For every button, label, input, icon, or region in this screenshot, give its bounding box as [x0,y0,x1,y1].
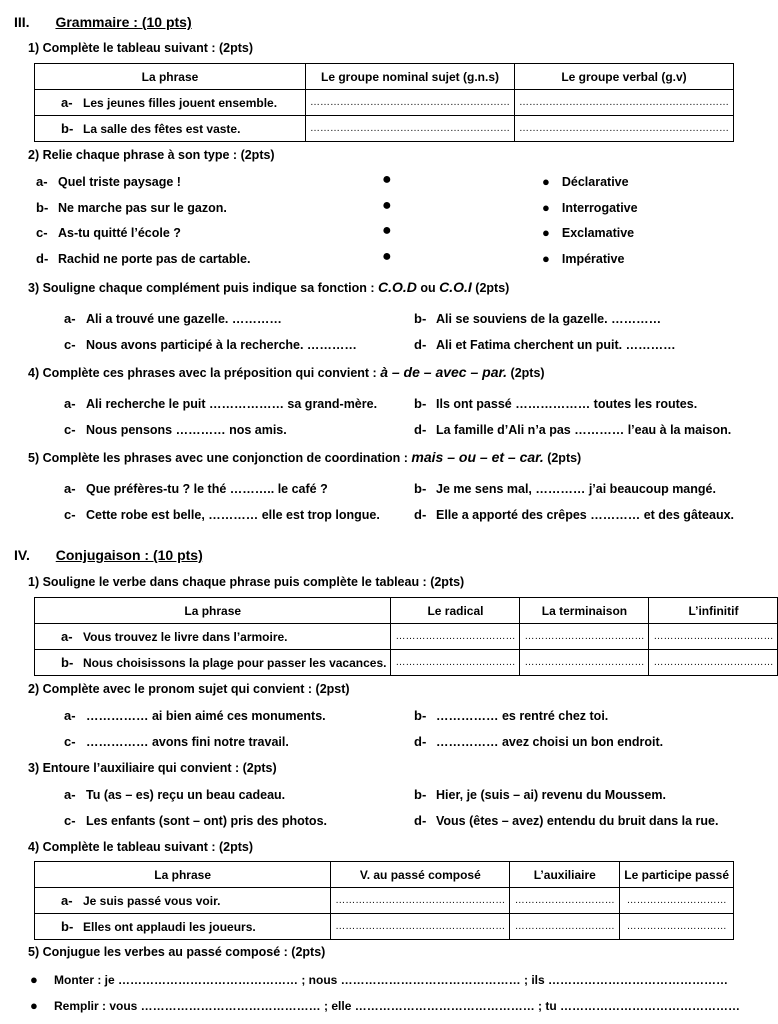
match-type [542,174,629,189]
conjugate-line [30,998,740,1013]
q3-4-title [28,364,545,380]
section-3-title: Grammaire : (10 pts) [55,14,192,30]
item-text: Nous pensons ………… nos amis. [86,423,287,437]
section-3-header [14,14,192,30]
exercise-item [414,507,734,522]
match-item [36,251,250,266]
item-label: d- [414,422,427,437]
q-keyword: C.O.I [439,279,472,295]
row-label: b- [61,655,74,670]
answer-blank[interactable]: ……………………………… [649,650,778,676]
match-dot-right[interactable]: ● [542,225,550,240]
item-label: d- [36,251,49,266]
col-header-auxiliaire: L’auxiliaire [510,862,620,888]
item-label: a- [36,174,48,189]
q-keyword: à – de – avec – par. [380,364,508,380]
col-header-radical: Le radical [391,598,520,624]
item-label: a- [64,396,76,411]
match-dot-right[interactable]: ● [542,200,550,215]
q-title-text: 4) Complète ces phrases avec la préposition qui convient : [28,366,381,380]
section-3-number: III. [14,14,30,30]
exercise-item [64,813,327,828]
item-label: c- [64,813,76,828]
answer-blank[interactable]: ………………………… [620,888,734,914]
exercise-item [414,481,716,496]
row-phrase: La salle des fêtes est vaste. [83,122,241,136]
item-text: La famille d’Ali n’a pas ………… l’eau à la maison. [436,423,732,437]
answer-blank[interactable]: …………………………………………………… [306,90,515,116]
exercise-item [64,396,377,411]
q4-2-title: 2) Complète avec le pronom sujet qui convient : (2pst) [28,682,350,696]
exercise-item [414,396,697,411]
exercise-item [64,337,357,352]
exercise-item [64,507,380,522]
q-title-text: (2pts) [507,366,545,380]
type-label: Impérative [561,252,625,266]
match-dot-left[interactable]: ● [382,171,392,188]
exercise-item [64,481,328,496]
q-title-text: (2pts) [471,281,510,295]
row-phrase: Les jeunes filles jouent ensemble. [83,96,278,110]
conjugation-table-1 [34,597,778,676]
section-4-number: IV. [14,547,30,563]
q3-5-title [28,449,581,465]
row-phrase: Elles ont applaudi les joueurs. [83,920,256,934]
item-text: …………… es rentré chez toi. [436,709,609,723]
type-label: Exclamative [561,226,635,240]
col-header-participe: Le participe passé [620,862,734,888]
col-header-terminaison: La terminaison [520,598,649,624]
answer-blank[interactable]: ……………………………… [520,624,649,650]
exercise-item [64,787,285,802]
section-4-header [14,547,203,563]
match-item [36,174,181,189]
type-label: Interrogative [561,201,638,215]
match-dot-left[interactable]: ● [382,248,392,265]
item-label: b- [414,481,427,496]
answer-blank[interactable]: ………………………… [510,888,620,914]
exercise-item [414,337,676,352]
match-type [542,225,634,240]
exercise-item [64,422,287,437]
row-label: a- [61,893,73,908]
answer-blank[interactable]: ………………………… [620,914,734,940]
answer-blank[interactable]: ……………………………………………………… [515,90,734,116]
item-label: d- [414,337,427,352]
q4-4-title: 4) Complète le tableau suivant : (2pts) [28,840,254,854]
conjugate-text: Monter : je ……………………………………… ; nous ……………………………………… ; ils ……………………………………… [54,973,729,987]
conjugate-text: Remplir : vous ……………………………………… ; elle ……………………………………… ; tu ……………………………………… [54,999,741,1013]
match-dot-right[interactable]: ● [542,251,550,266]
q4-5-title: 5) Conjugue les verbes au passé composé : (2pts) [28,945,326,959]
row-label: a- [61,629,73,644]
answer-blank[interactable]: ……………………………… [391,624,520,650]
table-row [35,90,734,116]
item-label: c- [64,337,76,352]
item-text: Ali et Fatima cherchent un puit. ………… [436,338,676,352]
item-text: Nous avons participé à la recherche. ………… [86,338,357,352]
exercise-item [414,787,666,802]
item-label: b- [414,396,427,411]
item-label: b- [414,708,427,723]
item-text: Ali a trouvé une gazelle. ………… [86,312,282,326]
item-text: Elle a apporté des crêpes ………… et des gâteaux. [436,508,735,522]
item-text: …………… avons fini notre travail. [86,735,289,749]
item-label: b- [36,200,49,215]
item-label: a- [64,708,76,723]
match-dot-left[interactable]: ● [382,222,392,239]
item-label: c- [64,734,76,749]
answer-blank[interactable]: ………………………… [510,914,620,940]
answer-blank[interactable]: …………………………………………………… [306,116,515,142]
q4-1-title: 1) Souligne le verbe dans chaque phrase puis complète le tableau : (2pts) [28,575,465,589]
exercise-item [414,311,661,326]
item-label: d- [414,813,427,828]
row-phrase: Nous choisissons la plage pour passer les vacances. [83,656,387,670]
match-item [36,225,181,240]
exercise-item [414,734,663,749]
exercise-item [64,708,326,723]
match-type [542,251,624,266]
q-title-text: 5) Complète les phrases avec une conjonction de coordination : [28,451,412,465]
q3-1-title: 1) Complète le tableau suivant : (2pts) [28,41,254,55]
answer-blank[interactable]: ……………………………… [391,650,520,676]
item-label: a- [64,481,76,496]
table-row [35,914,734,940]
item-text: …………… avez choisi un bon endroit. [436,735,664,749]
exercise-item [414,708,608,723]
q3-3-title [28,279,509,295]
item-label: c- [64,422,76,437]
row-label: b- [61,919,74,934]
item-label: b- [414,311,427,326]
item-text: Je me sens mal, ………… j’ai beaucoup mangé. [436,482,716,496]
item-label: a- [64,787,76,802]
answer-blank[interactable]: …………………………………………… [331,888,510,914]
item-text: Tu (as – es) reçu un beau cadeau. [86,788,286,802]
item-text: Ali se souviens de la gazelle. ………… [436,312,662,326]
answer-blank[interactable]: ……………………………… [649,624,778,650]
bullet-icon: ● [30,998,38,1013]
item-text: Les enfants (sont – ont) pris des photos. [86,814,327,828]
row-label: b- [61,121,74,136]
item-label: c- [36,225,48,240]
q4-3-title: 3) Entoure l’auxiliaire qui convient : (2pts) [28,761,277,775]
row-label: a- [61,95,73,110]
table-row [35,650,778,676]
item-label: d- [414,507,427,522]
section-4-title: Conjugaison : (10 pts) [55,547,203,563]
item-text: As-tu quitté l’école ? [58,226,181,240]
item-text: Ils ont passé ……………… toutes les routes. [436,397,698,411]
item-text: Ne marche pas sur le gazon. [58,201,227,215]
item-label: c- [64,507,76,522]
table-row [35,624,778,650]
match-type [542,200,638,215]
item-text: Rachid ne porte pas de cartable. [58,252,251,266]
exercise-item [64,311,282,326]
conjugation-table-2 [34,861,734,940]
item-text: Que préfères-tu ? le thé ……….. le café ? [86,482,328,496]
type-label: Déclarative [561,175,629,189]
exercise-item [414,813,718,828]
q-keyword: C.O.D [378,279,417,295]
item-label: d- [414,734,427,749]
col-header-phrase: La phrase [35,862,331,888]
item-label: a- [64,311,76,326]
table-row [35,888,734,914]
item-text: Ali recherche le puit ……………… sa grand-mère. [86,397,378,411]
table-row [35,116,734,142]
answer-blank[interactable]: …………………………………………… [331,914,510,940]
q-title-text: 3) Souligne chaque complément puis indique sa fonction : [28,281,379,295]
answer-blank[interactable]: ……………………………… [520,650,649,676]
col-header-gns: Le groupe nominal sujet (g.n.s) [306,64,515,90]
q3-2-title: 2) Relie chaque phrase à son type : (2pts) [28,148,275,162]
q-title-text: ou [416,281,440,295]
col-header-phrase: La phrase [35,64,306,90]
item-label: b- [414,787,427,802]
answer-blank[interactable]: ……………………………………………………… [515,116,734,142]
item-text: Vous (êtes – avez) entendu du bruit dans la rue. [436,814,719,828]
item-text: Quel triste paysage ! [58,175,181,189]
exercise-item [414,422,731,437]
col-header-gv: Le groupe verbal (g.v) [515,64,734,90]
match-dot-right[interactable]: ● [542,174,550,189]
match-item [36,200,227,215]
col-header-infinitif: L’infinitif [649,598,778,624]
item-text: Hier, je (suis – ai) revenu du Moussem. [436,788,666,802]
q-keyword: mais – ou – et – car. [411,449,544,465]
conjugate-line [30,972,728,987]
exercise-item [64,734,289,749]
row-phrase: Vous trouvez le livre dans l’armoire. [83,630,288,644]
grammar-table [34,63,734,142]
col-header-phrase: La phrase [35,598,391,624]
q-title-text: (2pts) [543,451,582,465]
match-dot-left[interactable]: ● [382,197,392,214]
row-phrase: Je suis passé vous voir. [83,894,221,908]
item-text: …………… ai bien aimé ces monuments. [86,709,326,723]
bullet-icon: ● [30,972,38,987]
col-header-passe-compose: V. au passé composé [331,862,510,888]
item-text: Cette robe est belle, ………… elle est trop longue. [86,508,380,522]
